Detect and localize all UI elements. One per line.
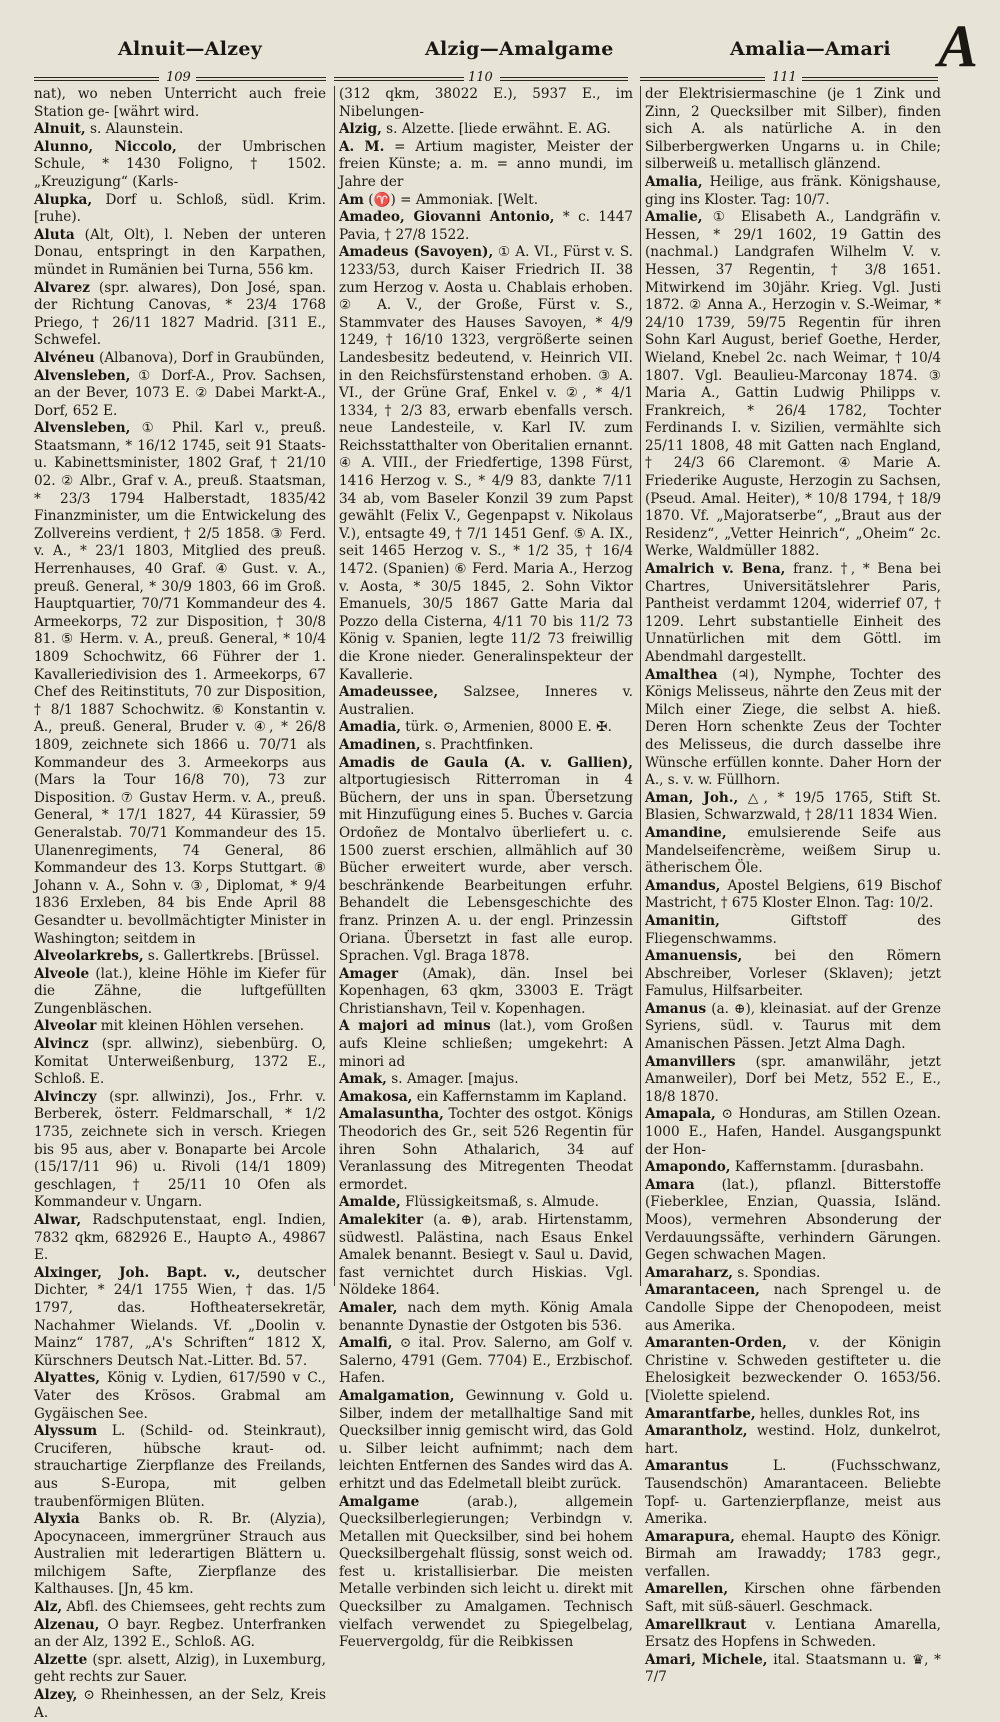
entry-text: westind. Holz, dunkelrot, hart. xyxy=(645,1423,941,1457)
dictionary-entry xyxy=(645,1106,941,1159)
entry-headword: Amakosa, xyxy=(339,1088,413,1105)
entry-text: ⊙ Honduras, am Stillen Ozean. 1000 E., Hafen, Handel. Ausgangspunkt der Hon- xyxy=(645,1106,941,1158)
entry-headword: Amadia, xyxy=(339,719,401,736)
entry-text: s. Amager. [majus. xyxy=(391,1071,519,1088)
entry-text: ein Kaffernstamm im Kapland. xyxy=(416,1088,627,1105)
entry-headword: Amarantaceen, xyxy=(645,1282,760,1299)
entry-text: ital. Staatsmann u. ♛, * 7/7 xyxy=(645,1651,941,1686)
dictionary-entry xyxy=(34,1212,326,1265)
entry-headword: Amadeussee, xyxy=(339,684,439,701)
entry-headword: Amandine, xyxy=(645,824,727,841)
dictionary-entry xyxy=(339,244,633,684)
entry-text: * c. 1447 Pavia, † 27/8 1522. xyxy=(339,209,634,243)
entry-headword: Amadeo, Giovanni Antonio, xyxy=(339,209,555,226)
dictionary-entry xyxy=(34,1036,326,1089)
entry-headword: Amapala, xyxy=(645,1106,716,1123)
dictionary-entry xyxy=(339,966,633,1019)
entry-headword: Amalthea xyxy=(645,666,718,683)
entry-text: Dorf u. Schloß, südl. Krim. [ruhe). xyxy=(34,191,326,226)
dictionary-entry xyxy=(645,1458,941,1528)
dictionary-entry xyxy=(339,139,633,192)
dictionary-entry xyxy=(34,1018,326,1036)
entry-headword: Amaranten-Orden, xyxy=(645,1335,787,1352)
dictionary-entry xyxy=(645,667,941,790)
entry-headword: Alupka, xyxy=(34,191,93,208)
entry-text: nat), wo neben Unterricht auch freie Station ge- [währt wird. xyxy=(34,86,326,120)
entry-headword: Amarapura, xyxy=(645,1528,735,1545)
entry-text: ① A. VI., Fürst v. S. 1233/53, durch Kaiser Friedrich II. 38 zum Herzog v. Aosta u. Chablais erhoben. ② A. V., der Große, Fürst v. S., Stammvater des Hauses Savoyen, * 4/9 1249, † 16/10 1323, vergrößerte seinen Landesbesitz bedeutend, v. Heinrich VII. in den Reichsfürstenstand erhoben. ③ A. VI., der Grüne Graf, Enkel v. ②, * 4/1 1334, † 2/3 83, erwarb ebenfalls versch. neue Landesteile, v. Karl IV. zum Reichsstatthalter von Oberitalien ernannt. ④ A. VIII., der Friedfertige, 1398 Fürst, 1416 Herzog v. S., * 4/9 83, dankte 7/11 34 ab, vom Baseler Konzil 39 zum Papst gewählt (Felix V., Gegenpapst v. Nikolaus V.), entsagte 49, † 7/1 1451 Genf. ⑤ A. IX., seit 1465 Herzog v. S., * 1/2 35, † 16/4 1472. (Spanien) ⑥ Ferd. Maria A., Herzog v. Aosta, * 30/5 1845, 2. Sohn Viktor Emanuels, 30/5 1867 Gatte Maria dal Pozzo della Cisterna, 4/11 70 bis 11/2 73 König v. Spanien, legte 11/2 73 freiwillig die Krone nieder. Generalinspekteur der Kavallerie. xyxy=(339,244,634,683)
entry-text: △, * 19/5 1765, Stift St. Blasien, Schwarzwald, † 28/11 1834 Wien. xyxy=(645,789,941,824)
entry-headword: Amanitin, xyxy=(645,912,720,929)
entry-text: König v. Lydien, 617/590 v C., Vater des Krösos. Grabmal am Gygäischen See. xyxy=(34,1370,326,1422)
entry-headword: Amalde, xyxy=(339,1194,401,1211)
dictionary-entry xyxy=(34,1617,326,1652)
entry-text: (spr. amanwilähr, jetzt Amanweiler), Dorf bei Metz, 552 E., E., 18/8 1870. xyxy=(645,1053,941,1105)
entry-headword: Alzey, xyxy=(34,1687,78,1704)
dictionary-entry xyxy=(645,1423,941,1458)
entry-text: (spr. allwinz), siebenbürg. O, Komitat Unterweißenburg, 1372 E., Schloß. E. xyxy=(34,1036,326,1088)
entry-text: (lat.), vom Großen aufs Kleine schließen; umgekehrt: A minori ad xyxy=(339,1018,634,1070)
dictionary-entry xyxy=(34,227,326,280)
right-page-number: 111 xyxy=(772,70,797,85)
dictionary-entry xyxy=(339,121,633,139)
dictionary-entry xyxy=(34,966,326,1019)
dictionary-entry xyxy=(34,1370,326,1423)
entry-headword: Amanuensis, xyxy=(645,948,743,965)
entry-text: deutscher Dichter, * 24/1 1755 Wien, † das. 1/5 1797, das. Hoftheatersekretär, Nachahmer Wielands. Vf. „Doolin v. Mainz“ 1787, „A's Schriften“ 1812 X, Kürschners Deutsch Nat.-Litter. Bd. 57. xyxy=(34,1264,326,1369)
entry-text: der Elektrisiermaschine (je 1 Zink und Zinn, 2 Quecksilber mit Silber), finden sich A. als natürliche A. in den Silberbergwerken Ungarns u. in Chile; silberweiß u. metallisch glänzend. xyxy=(645,86,941,173)
entry-text: (Alt, Olt), l. Neben der unteren Donau, entspringt in den Karpathen, mündet in Rumänien bei Turna, 556 km. xyxy=(34,226,326,278)
entry-text: s. Prachtfinken. xyxy=(424,736,534,753)
dictionary-entry xyxy=(339,737,633,755)
entry-text: (Albanova), Dorf in Graubünden, xyxy=(99,349,325,366)
entry-headword: Alveolarkrebs, xyxy=(34,948,144,965)
entry-text: (Amak), dän. Insel bei Kopenhagen, 63 qkm, 33003 E. Trägt Christianshavn, Teil v. Kopenhagen. xyxy=(339,965,633,1017)
dictionary-entry xyxy=(339,1335,633,1388)
entry-headword: Amadis de Gaula (A. v. Gallien), xyxy=(339,754,633,771)
dictionary-entry xyxy=(34,1511,326,1599)
entry-text: mit kleinen Höhlen versehen. xyxy=(100,1018,305,1035)
dictionary-entry xyxy=(645,948,941,1001)
dictionary-entry xyxy=(34,350,326,368)
entry-headword: Amalgamation, xyxy=(339,1387,455,1404)
dictionary-entry xyxy=(34,139,326,192)
entry-headword: Alveole xyxy=(34,965,90,982)
left-running-head: Alnuit—Alzey xyxy=(118,38,263,60)
entry-headword: Alyattes, xyxy=(34,1370,101,1387)
entry-text: L. (Schild- od. Steinkraut), Cruciferen, hübsche kraut- od. strauchartige Zierpflanze des Freilands, aus S-Europa, mit gelben traubenförmigen Blüten. xyxy=(34,1423,326,1510)
page-header xyxy=(0,0,1000,92)
entry-text: ① Dorf-A., Prov. Sachsen, an der Bever, 1073 E. ② Dabei Markt-A., Dorf, 652 E. xyxy=(34,367,326,419)
entry-headword: Amarantholz, xyxy=(645,1423,748,1440)
entry-text: nach Sprengel u. de Candolle Sippe der Chenopodeen, meist aus Amerika. xyxy=(645,1282,941,1334)
entry-text: Flüssigkeitsmaß, s. Almude. xyxy=(405,1194,599,1211)
entry-headword: Alnuit, xyxy=(34,121,86,138)
dictionary-entry xyxy=(34,192,326,227)
entry-headword: Alvinczy xyxy=(34,1088,97,1105)
entry-text: emulsierende Seife aus Mandelseifencrème, weißem Sirup u. ätherischem Öle. xyxy=(645,824,941,877)
entry-headword: Alyxia xyxy=(34,1511,80,1528)
entry-text: L. (Fuchsschwanz, Tausendschön) Amarantaceen. Beliebte Topf- u. Gartenzierpflanze, meist aus Amerika. xyxy=(645,1458,942,1528)
column-right xyxy=(640,86,942,1686)
entry-text: ① Elisabeth A., Landgräfin v. Hessen, * 29/1 1602, 19 Gattin des (nachmal.) Landgrafen Wilhelm V. v. Hessen, 37 Regentin, † 3/8 1651. Mitwirkend im 30jähr. Krieg. Vgl. Justi 1872. ② Anna A., Herzogin v. S.-Weimar, * 24/10 1739, 59/75 Regentin für ihren Sohn Karl August, berief Goethe, Herder, Wieland, Knebel 2c. nach Weimar, † 10/4 1807. Vgl. Beaulieu-Marconay 1874. ③ Maria A., Gattin Ludwig Philipps v. Frankreich, * 26/4 1782, Tochter Ferdinands I. v. Sizilien, vermählte sich 25/11 1808, 48 mit Gatten nach England, † 24/3 66 Claremont. ④ Marie A. Friederike Auguste, Herzogin zu Sachsen, (Pseud. Amal. Heiter), * 10/8 1794, † 18/9 1870. Vf. „Majoratserbe“, „Braut aus der Residenz“, „Vetter Heinrich“, „Oheim“ 2c. Werke, Waldmüller 1882. xyxy=(645,209,941,560)
entry-text: (312 qkm, 38022 E.), 5937 E., im Nibelungen- xyxy=(339,86,633,120)
dictionary-entry xyxy=(34,1687,326,1722)
dictionary-entry xyxy=(339,192,633,210)
entry-text: Giftstoff des Fliegenschwamms. xyxy=(645,912,941,947)
entry-headword: Alyssum xyxy=(34,1423,98,1440)
entry-headword: Alzig, xyxy=(339,121,382,138)
entry-headword: Alz, xyxy=(34,1599,63,1616)
entry-headword: A. M. xyxy=(339,138,385,155)
entry-headword: Aman, Joh., xyxy=(645,789,739,806)
entry-headword: Amarellen, xyxy=(645,1581,729,1598)
entry-headword: Alvarez xyxy=(34,279,90,296)
dictionary-entry xyxy=(645,1159,941,1177)
dictionary-entry xyxy=(339,1071,633,1089)
entry-text: (arab.), allgemein Quecksilberlegierungen; Verbindgn v. Metallen mit Quecksilber, sind bei hohem Quecksilbergehalt flüssig, sonst weich od. fest u. kristallisierbar. Die meisten Metalle verbinden sich leicht u. direkt mit Quecksilber zu Amalgamen. Technisch vielfach verwendet zu Spiegelbelag, Feuervergoldg, für die Reibkissen xyxy=(339,1493,633,1651)
dictionary-entry xyxy=(645,1054,941,1107)
dictionary-entry xyxy=(645,1406,941,1424)
dictionary-entry xyxy=(645,1617,941,1652)
center-running-head: Alzig—Amalgame xyxy=(425,38,614,60)
dictionary-entry xyxy=(645,913,941,948)
dictionary-entry xyxy=(645,1652,941,1687)
entry-headword: Alvensleben, xyxy=(34,420,131,437)
dictionary-entry xyxy=(34,368,326,421)
entry-headword: Amadeus (Savoyen), xyxy=(339,244,494,261)
entry-text: = Artium magister, Meister der freien Künste; a. m. = anno mundi, im Jahre der xyxy=(339,138,633,190)
dictionary-entry xyxy=(645,878,941,913)
entry-text: (spr. alsett, Alzig), in Luxemburg, geht rechts zur Sauer. xyxy=(34,1651,326,1686)
entry-headword: Aluta xyxy=(34,226,75,243)
dictionary-entry xyxy=(645,1529,941,1582)
entry-text: Gewinnung v. Gold u. Silber, indem der metallhaltige Sand mit Quecksilber innig gemischt wird, das Gold u. Silber leicht aufnimmt; nach dem leichten Entfernen des Sandes wird das A. erhitzt und das Edelmetall bleibt zurück. xyxy=(339,1387,633,1492)
entry-text: v. Lentiana Amarella, Ersatz des Hopfens in Schweden. xyxy=(645,1616,941,1651)
entry-headword: Alwar, xyxy=(34,1212,82,1228)
dictionary-entry xyxy=(645,86,941,174)
entry-text: türk. ⊙, Armenien, 8000 E. ✠. xyxy=(405,719,612,736)
entry-text: s. Alaunstein. xyxy=(89,121,184,138)
entry-text: ⊙ Rheinhessen, an der Selz, Kreis A. xyxy=(34,1687,326,1721)
dictionary-entry xyxy=(645,825,941,878)
entry-headword: Amager xyxy=(339,965,399,982)
entry-text: (lat.), kleine Höhle im Kiefer für die Zähne, die luftgefüllten Zungenbläschen. xyxy=(34,965,326,1017)
entry-headword: Amarantus xyxy=(645,1458,729,1475)
header-rule xyxy=(196,77,326,81)
entry-headword: Amalrich v. Bena, xyxy=(645,561,786,578)
entry-headword: Amapondo, xyxy=(645,1159,731,1176)
entry-headword: Amalie, xyxy=(645,209,703,226)
header-rule xyxy=(500,77,628,81)
column-left xyxy=(34,86,327,1721)
dictionary-entry xyxy=(339,209,633,244)
dictionary-entry xyxy=(34,420,326,948)
dictionary-entry xyxy=(339,1494,633,1652)
entry-text: Salzsee, Inneres v. Australien. xyxy=(339,684,633,718)
dictionary-entry xyxy=(34,1089,326,1212)
entry-text: s. Spondias. xyxy=(737,1264,821,1281)
entry-headword: Amalekiter xyxy=(339,1212,424,1228)
entry-headword: Amalgame xyxy=(339,1493,420,1510)
entry-headword: Alzette xyxy=(34,1651,88,1668)
dictionary-entry xyxy=(339,86,633,121)
entry-text: (♈) = Ammoniak. [Welt. xyxy=(368,191,539,208)
entry-text: (a. ⊕), kleinasiat. auf der Grenze Syriens, südl. v. Taurus mit dem Amanischen Pässen. Jetzt Alma Dagh. xyxy=(645,1000,941,1053)
entry-headword: Amara xyxy=(645,1176,695,1193)
dictionary-entry xyxy=(339,684,633,719)
entry-text: altportugiesisch Ritterroman in 4 Büchern, der uns in span. Übersetzung mit Hinzufügung eines 5. Buches v. Garcia Ordoñez de Montalvo überliefert u. c. 1500 zuerst erschien, allmählich auf 30 Bücher erweitert wurde, aber versch. beschränkende Bearbeitungen erfuhr. Behandelt die Lebensgeschichte des franz. Prinzen A. u. der engl. Prinzessin Oriana. Übersetzt in fast alle europ. Sprachen. Vgl. Braga 1878. xyxy=(339,772,633,965)
dictionary-entry xyxy=(339,1018,633,1071)
entry-text: (♃), Nymphe, Tochter des Königs Melisseus, nährte den Zeus mit der Milch einer Ziege, die selbst A. hieß. Deren Horn schenkte Zeus der Tochter des Melisseus, die durch dasselbe ihre Wünsche erfüllen konnte. Daher Horn der A., s. v. w. Füllhorn. xyxy=(645,666,941,789)
entry-headword: Amak, xyxy=(339,1071,387,1088)
entry-text: s. Gallertkrebs. [Brüssel. xyxy=(147,948,320,965)
entry-headword: Amari, Michele, xyxy=(645,1651,768,1668)
entry-headword: Amandus, xyxy=(645,877,721,894)
header-rule xyxy=(34,77,159,81)
entry-text: v. der Königin Christine v. Schweden gestifteter u. die Ehelosigkeit bezweckender O. 1653/56. [Violette spielend. xyxy=(645,1335,942,1404)
entry-text: helles, dunkles Rot, ins xyxy=(759,1405,920,1422)
entry-headword: Amaler, xyxy=(339,1299,398,1316)
dictionary-entry xyxy=(339,1212,633,1300)
dictionary-entry xyxy=(645,209,941,561)
entry-headword: Amarellkraut xyxy=(645,1616,747,1633)
entry-headword: Amalia, xyxy=(645,173,703,190)
entry-text: ⊙ ital. Prov. Salerno, am Golf v. Salerno, 4791 (Gem. 7704) E., Erzbischof. Hafen. xyxy=(339,1335,633,1387)
entry-text: (a. ⊕), arab. Hirtenstamm, südwestl. Palästina, nach Esaus Enkel Amalek benannt. Besiegt v. Saul u. David, fast vernichtet durch Hiskias. Vgl. Nöldeke 1864. xyxy=(339,1212,633,1299)
dictionary-entry xyxy=(34,1599,326,1617)
entry-text: (spr. alwares), Don José, span. der Richtung Canovas, * 23/4 1768 Priego, † 26/11 1827 Madrid. [311 E., Schwefel. xyxy=(34,279,326,349)
dictionary-entry xyxy=(339,1300,633,1335)
entry-text: Kaffernstamm. [durasbahn. xyxy=(734,1159,924,1176)
entry-text: (spr. allwinzi), Jos., Frhr. v. Berberek, österr. Feldmarschall, * 1/2 1735, zeichnete sich in versch. Kriegen bis 95 aus, aber v. Bonaparte bei Arcole (15/17/11 96) u. Rivoli (14/1 1809) geschlagen, † 25/11 10 Ofen als Kommandeur v. Ungarn. xyxy=(34,1088,326,1211)
entry-headword: Amanus xyxy=(645,1000,707,1017)
dictionary-entry xyxy=(645,1177,941,1265)
header-rule xyxy=(802,77,938,81)
entry-headword: Alvensleben, xyxy=(34,367,131,384)
dictionary-entry xyxy=(645,1335,941,1405)
header-rule xyxy=(640,77,765,81)
dictionary-entry xyxy=(339,1388,633,1494)
entry-headword: Alzenau, xyxy=(34,1616,100,1633)
entry-headword: Alxinger, Joh. Bapt. v., xyxy=(34,1264,241,1281)
entry-text: der Umbrischen Schule, * 1430 Foligno, † 1502. „Kreuzigung“ (Karls- xyxy=(34,138,326,190)
dictionary-entry xyxy=(645,790,941,825)
dictionary-entry xyxy=(645,1581,941,1616)
dictionary-entry xyxy=(645,1265,941,1283)
dictionary-entry xyxy=(339,1089,633,1107)
entry-headword: Amaraharz, xyxy=(645,1264,734,1281)
column-center xyxy=(334,86,634,1651)
dictionary-entry xyxy=(339,1194,633,1212)
dictionary-entry xyxy=(339,755,633,966)
entry-text: ① Phil. Karl v., preuß. Staatsmann, * 16/12 1745, seit 91 Staats- u. Kabinettsminister, 1802 Graf, † 21/10 02. ② Albr., Graf v. A., preuß. Staatsman, * 23/3 1794 Halberstadt, 1835/42 Finanzminister, um die Entwickelung des Zollvereins verdient, † 2/5 1858. ③ Ferd. v. A., * 23/1 1803, Mitglied des preuß. Herrenhauses, 40 Graf. ④ Gust. v. A., preuß. General, * 30/9 1803, 66 im Groß. Hauptquartier, 70/71 Kommandeur des 4. Armeekorps, 72 zur Disposition, † 30/8 81. ⑤ Herm. v. A., preuß. General, * 10/4 1809 Schochwitz, 66 Führer der 1. Kavalleriedivision des 1. Armeekorps, 67 Chef des Reitinstituts, 70 zur Disposition, † 8/1 1887 Schochwitz. ⑥ Konstantin v. A., preuß. General, Bruder v. ④, * 26/8 1809, zeichnete sich 1866 u. 70/71 als Kommandeur des 3. Armeekorps aus (Mars la Tour 16/8 70), 73 zur Disposition. ⑦ Gustav Herm. v. A., preuß. General, * 17/1 1827, 44 Kürassier, 59 Generalstab. 70/71 Kommandeur des 15. Ulanenregiments, 74 General, 86 Kommandeur des 13. Korps Stuttgart. ⑧ Johann v. A., Sohn v. ③, Diplomat, * 9/4 1836 Erxleben, 84 bis Ende April 88 Gesandter u. bevollmächtigter Minister in Washington; seitdem in xyxy=(34,420,327,947)
dictionary-entry xyxy=(34,1652,326,1687)
entry-text: s. Alzette. [liede erwähnt. E. AG. xyxy=(386,121,611,138)
header-rule xyxy=(334,77,464,81)
entry-text: nach dem myth. König Amala benannte Dynastie der Ostgoten bis 536. xyxy=(339,1299,633,1334)
center-page-number: 110 xyxy=(468,70,493,85)
dictionary-entry xyxy=(645,1282,941,1335)
entry-text: Heilige, aus fränk. Königshause, ging ins Kloster. Tag: 10/7. xyxy=(645,173,942,208)
dictionary-entry xyxy=(34,121,326,139)
entry-text: Radschputenstaat, engl. Indien, 7832 qkm, 682926 E., Haupt⊙ A., 49867 E. xyxy=(34,1212,326,1264)
dictionary-entry xyxy=(645,1001,941,1054)
entry-text: ehemal. Haupt⊙ des Königr. Birmah am Irawaddy; 1783 gegr., verfallen. xyxy=(645,1528,941,1580)
entry-text: Apostel Belgiens, 619 Bischof Mastricht, † 675 Kloster Elnon. Tag: 10/2. xyxy=(645,877,941,912)
entry-text: (lat.), pflanzl. Bitterstoffe (Fieberklee, Enzian, Quassia, Isländ. Moos), vermehren Absonderung der Verdauungssäfte, verhindern Gärungen. Gegen schwachen Magen. xyxy=(645,1176,941,1264)
entry-headword: Alveolar xyxy=(34,1018,97,1035)
dictionary-entry xyxy=(645,174,941,209)
entry-headword: Alvincz xyxy=(34,1036,89,1053)
dictionary-entry xyxy=(34,1265,326,1371)
entry-text: O bayr. Regbez. Unterfranken an der Alz, 1392 E., Schloß. AG. xyxy=(34,1616,326,1651)
entry-text: Banks ob. R. Br. (Alyzia), Apocynaceen, immergrüner Strauch aus Australien mit lederartigen Blättern u. milchigem Safte, Zierpflanze des Kalthauses. [Jn, 45 km. xyxy=(34,1511,326,1598)
entry-headword: Amalfi, xyxy=(339,1335,393,1352)
dictionary-entry xyxy=(34,86,326,121)
dictionary-entry xyxy=(34,948,326,966)
entry-text: Abfl. des Chiemsees, geht rechts zum xyxy=(66,1599,326,1616)
entry-text: bei den Römern Abschreiber, Vorleser (Sklaven); jetzt Famulus, Hilfsarbeiter. xyxy=(645,948,941,1000)
entry-headword: Am xyxy=(339,191,364,208)
entry-headword: Alvéneu xyxy=(34,349,95,366)
section-letter: A xyxy=(937,13,978,79)
entry-text: Tochter des ostgot. Königs Theodorich des Gr., seit 526 Regentin für ihren Sohn Athalarich, 34 auf Veranlassung des Mitregenten Theodat ermordet. xyxy=(339,1106,633,1193)
dictionary-entry xyxy=(645,561,941,667)
entry-headword: Amanvillers xyxy=(645,1053,736,1070)
entry-text: franz. †, * Bena bei Chartres, Universitätslehrer Paris, Pantheist verdammt 1204, widerrief 07, † 1209. Lehrt substantielle Einheit des Unnatürlichen mit dem Göttl. im Abendmahl dargestellt. xyxy=(645,561,941,665)
entry-headword: Amadinen, xyxy=(339,736,421,753)
dictionary-entry xyxy=(34,1423,326,1511)
dictionary-entry xyxy=(339,1106,633,1194)
dictionary-entry xyxy=(34,280,326,350)
entry-headword: Alunno, Niccolo, xyxy=(34,138,177,155)
dictionary-entry xyxy=(339,719,633,737)
left-page-number: 109 xyxy=(166,70,191,85)
entry-headword: A majori ad minus xyxy=(339,1018,491,1035)
entry-text: Kirschen ohne färbenden Saft, mit süß-säuerl. Geschmack. xyxy=(645,1581,941,1616)
entry-headword: Amalasuntha, xyxy=(339,1106,444,1123)
entry-headword: Amarantfarbe, xyxy=(645,1405,756,1422)
right-running-head: Amalia—Amari xyxy=(730,38,891,60)
